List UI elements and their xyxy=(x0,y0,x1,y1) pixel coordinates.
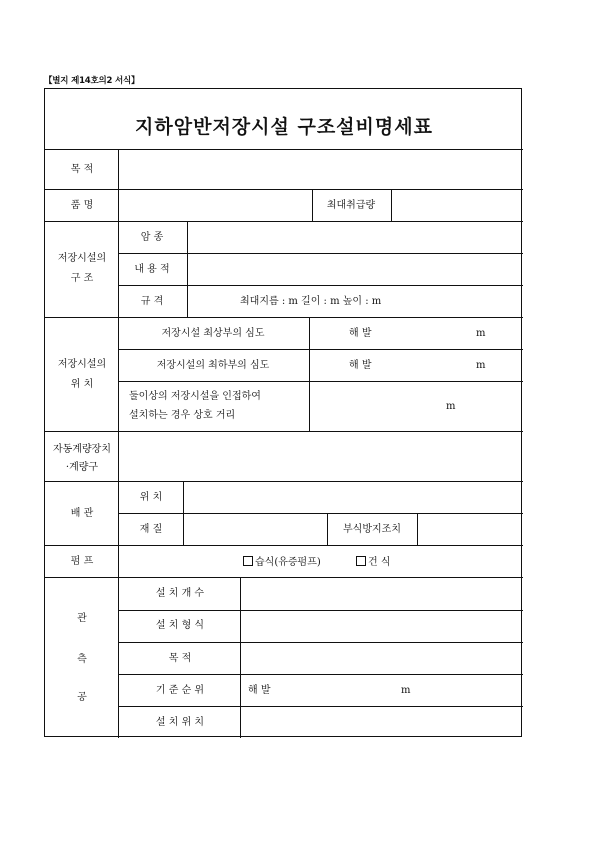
anticorrosion-field[interactable] xyxy=(423,518,517,538)
dry-pump-checkbox[interactable] xyxy=(356,556,366,566)
piping-position-field[interactable] xyxy=(189,486,517,506)
install-type-field[interactable] xyxy=(246,615,517,635)
spec-dimensions[interactable]: 최대지름 : m 길이 : m 높이 : m xyxy=(240,296,382,307)
gauge-label-line2: ·계량구 xyxy=(65,462,99,473)
gauge-field[interactable] xyxy=(125,445,515,469)
datum-level-unit: m xyxy=(401,685,411,696)
wet-pump-checkbox[interactable] xyxy=(243,556,253,566)
datum-level-label: 기 준 순 위 xyxy=(155,685,205,696)
install-count-field[interactable] xyxy=(246,582,517,602)
install-location-label: 설 치 위 치 xyxy=(155,717,205,728)
form-number-label: 【별지 제14호의2 서식】 xyxy=(44,76,140,86)
wet-pump-option-label: 습식(유증펌프) xyxy=(255,557,321,568)
bottom-depth-unit: m xyxy=(476,360,486,371)
top-depth-unit: m xyxy=(476,328,486,339)
page-title: 지하암반저장시설 구조설비명세표 xyxy=(135,116,433,138)
piping-label: 배 관 xyxy=(70,508,94,519)
observation-purpose-field[interactable] xyxy=(246,647,517,667)
adjacent-distance-label-line1: 둘이상의 저장시설을 인접하여 xyxy=(129,391,261,402)
install-location-field[interactable] xyxy=(246,711,517,731)
top-depth-prefix: 해 발 xyxy=(349,328,372,339)
structure-label-line2: 구 조 xyxy=(70,273,94,284)
observation-well-label-char1: 관 xyxy=(77,613,87,624)
bottom-depth-prefix: 해 발 xyxy=(349,360,372,371)
purpose-label: 목 적 xyxy=(70,164,94,175)
pump-dry-option[interactable] xyxy=(356,556,391,569)
install-type-label: 설 치 형 식 xyxy=(155,620,205,631)
observation-well-label-char2: 측 xyxy=(77,654,87,665)
max-quantity-label: 최대취급량 xyxy=(326,200,376,211)
adjacent-distance-unit: m xyxy=(446,401,456,412)
item-name-field[interactable] xyxy=(125,194,305,214)
volume-field[interactable] xyxy=(193,258,518,278)
observation-well-label-char3: 공 xyxy=(77,692,87,703)
pump-wet-option[interactable] xyxy=(243,556,321,569)
gauge-label-line1: 자동계량장치 xyxy=(53,444,111,455)
datum-level-prefix: 해 발 xyxy=(248,685,271,696)
purpose-field[interactable] xyxy=(125,159,515,179)
piping-material-label: 재 질 xyxy=(139,524,163,535)
volume-label: 내 용 적 xyxy=(134,264,170,275)
spec-label: 규 격 xyxy=(140,296,164,307)
structure-spec-form xyxy=(44,88,522,737)
dry-pump-option-label: 건 식 xyxy=(368,557,391,568)
observation-purpose-label: 목 적 xyxy=(168,653,192,664)
structure-label-line1: 저장시설의 xyxy=(57,253,107,264)
adjacent-distance-label-line2: 설치하는 경우 상호 거리 xyxy=(129,410,236,421)
piping-material-field[interactable] xyxy=(189,518,321,538)
pump-label: 펌 프 xyxy=(70,556,94,567)
rock-type-field[interactable] xyxy=(193,226,518,246)
location-label-line1: 저장시설의 xyxy=(57,359,107,370)
rock-type-label: 암 종 xyxy=(140,232,164,243)
max-quantity-field[interactable] xyxy=(397,194,517,214)
piping-position-label: 위 치 xyxy=(139,492,163,503)
install-count-label: 설 치 개 수 xyxy=(155,588,205,599)
top-depth-label: 저장시설 최상부의 심도 xyxy=(161,328,265,339)
item-name-label: 품 명 xyxy=(70,200,94,211)
anticorrosion-label: 부식방지조치 xyxy=(343,524,401,535)
location-label-line2: 위 치 xyxy=(70,379,94,390)
bottom-depth-label: 저장시설의 최하부의 심도 xyxy=(156,360,270,371)
